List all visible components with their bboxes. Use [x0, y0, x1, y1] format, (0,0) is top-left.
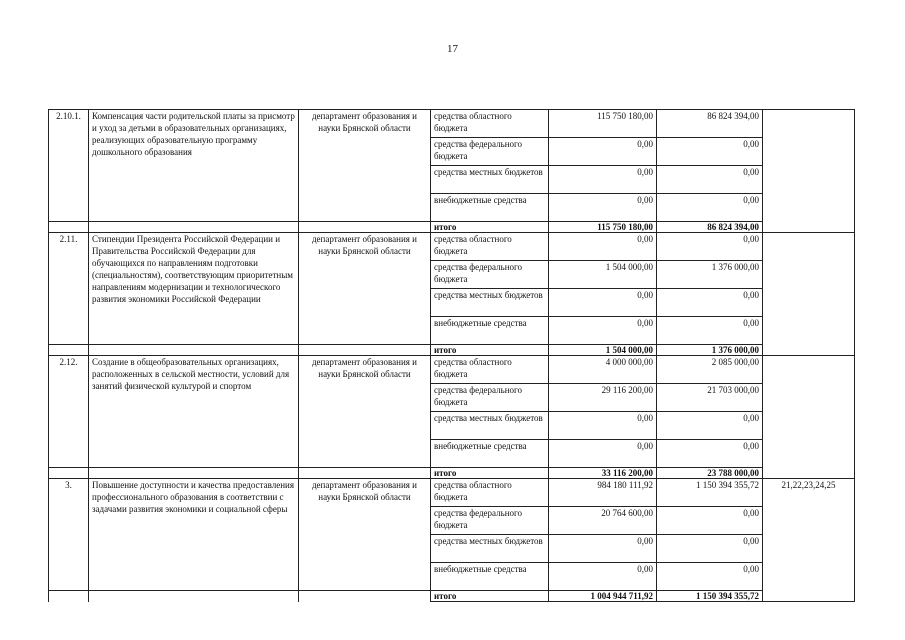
- total-row: [49, 345, 855, 356]
- empty-cell: [89, 591, 299, 602]
- indicator-refs-cell: 21,22,23,24,25: [763, 479, 855, 602]
- total-label-cell: итого: [431, 591, 549, 602]
- empty-cell: [299, 345, 431, 356]
- amount-cell: 0,00: [549, 166, 657, 194]
- amount-cell: 0,00: [549, 317, 657, 345]
- amount-cell: 115 750 180,00: [549, 110, 657, 138]
- funding-source-cell: средства федерального бюджета: [431, 261, 549, 289]
- empty-cell: [299, 591, 431, 602]
- amount-cell: 0,00: [549, 563, 657, 591]
- amount-cell: 0,00: [549, 535, 657, 563]
- funding-source-cell: средства областного бюджета: [431, 233, 549, 261]
- page-number: 17: [447, 43, 458, 55]
- funding-source-cell: средства федерального бюджета: [431, 507, 549, 535]
- amount-cell: 0,00: [549, 440, 657, 468]
- amount-cell: 0,00: [549, 412, 657, 440]
- indicator-refs-cell: [763, 356, 855, 479]
- funding-source-cell: средства местных бюджетов: [431, 289, 549, 317]
- amount-cell: 0,00: [657, 535, 763, 563]
- funding-source-cell: внебюджетные средства: [431, 440, 549, 468]
- amount-cell: 0,00: [657, 440, 763, 468]
- activity-name-cell: Повышение доступности и качества предоставления профессионального образования в соответствии с задачами развития экономики и социальной сферы: [89, 479, 299, 591]
- amount-cell: 0,00: [657, 166, 763, 194]
- empty-cell: [89, 345, 299, 356]
- empty-cell: [89, 222, 299, 233]
- amount-cell: 4 000 000,00: [549, 356, 657, 384]
- table-row: [49, 110, 855, 138]
- amount-cell: 1 504 000,00: [549, 261, 657, 289]
- total-amount-cell: 1 004 944 711,92: [549, 591, 657, 602]
- table-row: [49, 479, 855, 507]
- table-row: [49, 356, 855, 384]
- row-number-cell: 2.11.: [49, 233, 89, 345]
- amount-cell: 0,00: [657, 412, 763, 440]
- funding-source-cell: средства областного бюджета: [431, 110, 549, 138]
- row-number-cell: 3.: [49, 479, 89, 591]
- total-amount-cell: 1 376 000,00: [657, 345, 763, 356]
- total-label-cell: итого: [431, 222, 549, 233]
- total-label-cell: итого: [431, 468, 549, 479]
- empty-cell: [49, 591, 89, 602]
- amount-cell: 0,00: [549, 194, 657, 222]
- executor-cell: департамент образования и науки Брянской области: [299, 233, 431, 345]
- table-row: [49, 233, 855, 261]
- amount-cell: 0,00: [549, 138, 657, 166]
- funding-source-cell: средства федерального бюджета: [431, 138, 549, 166]
- funding-source-cell: внебюджетные средства: [431, 563, 549, 591]
- activity-name-cell: Создание в общеобразовательных организациях, расположенных в сельской местности, условий для занятий физической культурой и спортом: [89, 356, 299, 468]
- amount-cell: 984 180 111,92: [549, 479, 657, 507]
- amount-cell: 1 376 000,00: [657, 261, 763, 289]
- total-amount-cell: 115 750 180,00: [549, 222, 657, 233]
- indicator-refs-cell: [763, 110, 855, 233]
- amount-cell: 0,00: [549, 233, 657, 261]
- amount-cell: 0,00: [657, 563, 763, 591]
- funding-source-cell: средства местных бюджетов: [431, 535, 549, 563]
- total-row: [49, 468, 855, 479]
- amount-cell: 20 764 600,00: [549, 507, 657, 535]
- funding-source-cell: средства федерального бюджета: [431, 384, 549, 412]
- empty-cell: [299, 468, 431, 479]
- funding-source-cell: средства областного бюджета: [431, 356, 549, 384]
- funding-source-cell: средства местных бюджетов: [431, 166, 549, 194]
- total-amount-cell: 86 824 394,00: [657, 222, 763, 233]
- amount-cell: 0,00: [657, 233, 763, 261]
- amount-cell: 0,00: [657, 507, 763, 535]
- row-number-cell: 2.10.1.: [49, 110, 89, 222]
- amount-cell: 0,00: [657, 317, 763, 345]
- empty-cell: [49, 468, 89, 479]
- funding-source-cell: внебюджетные средства: [431, 317, 549, 345]
- total-row: [49, 222, 855, 233]
- total-amount-cell: 1 150 394 355,72: [657, 591, 763, 602]
- activity-name-cell: Компенсация части родительской платы за присмотр и уход за детьми в образовательных организациях, реализующих образовательную программу дошкольного образования: [89, 110, 299, 222]
- total-amount-cell: 33 116 200,00: [549, 468, 657, 479]
- total-label-cell: итого: [431, 345, 549, 356]
- amount-cell: 2 085 000,00: [657, 356, 763, 384]
- amount-cell: 29 116 200,00: [549, 384, 657, 412]
- amount-cell: 21 703 000,00: [657, 384, 763, 412]
- indicator-refs-cell: [763, 233, 855, 356]
- row-number-cell: 2.12.: [49, 356, 89, 468]
- budget-table: [48, 109, 855, 602]
- activity-name-cell: Стипендии Президента Российской Федерации и Правительства Российской Федерации для обучающихся по направлениям подготовки (специальностям), соответствующим приоритетным направлениям модернизации и технологического развития экономики Российской Федерации: [89, 233, 299, 345]
- executor-cell: департамент образования и науки Брянской области: [299, 356, 431, 468]
- total-row: [49, 591, 855, 602]
- executor-cell: департамент образования и науки Брянской области: [299, 479, 431, 591]
- total-amount-cell: 1 504 000,00: [549, 345, 657, 356]
- amount-cell: 1 150 394 355,72: [657, 479, 763, 507]
- funding-source-cell: средства областного бюджета: [431, 479, 549, 507]
- amount-cell: 0,00: [549, 289, 657, 317]
- table-body: [49, 110, 855, 602]
- amount-cell: 86 824 394,00: [657, 110, 763, 138]
- amount-cell: 0,00: [657, 138, 763, 166]
- executor-cell: департамент образования и науки Брянской области: [299, 110, 431, 222]
- funding-source-cell: средства местных бюджетов: [431, 412, 549, 440]
- amount-cell: 0,00: [657, 289, 763, 317]
- empty-cell: [49, 222, 89, 233]
- amount-cell: 0,00: [657, 194, 763, 222]
- total-amount-cell: 23 788 000,00: [657, 468, 763, 479]
- funding-source-cell: внебюджетные средства: [431, 194, 549, 222]
- empty-cell: [299, 222, 431, 233]
- empty-cell: [89, 468, 299, 479]
- empty-cell: [49, 345, 89, 356]
